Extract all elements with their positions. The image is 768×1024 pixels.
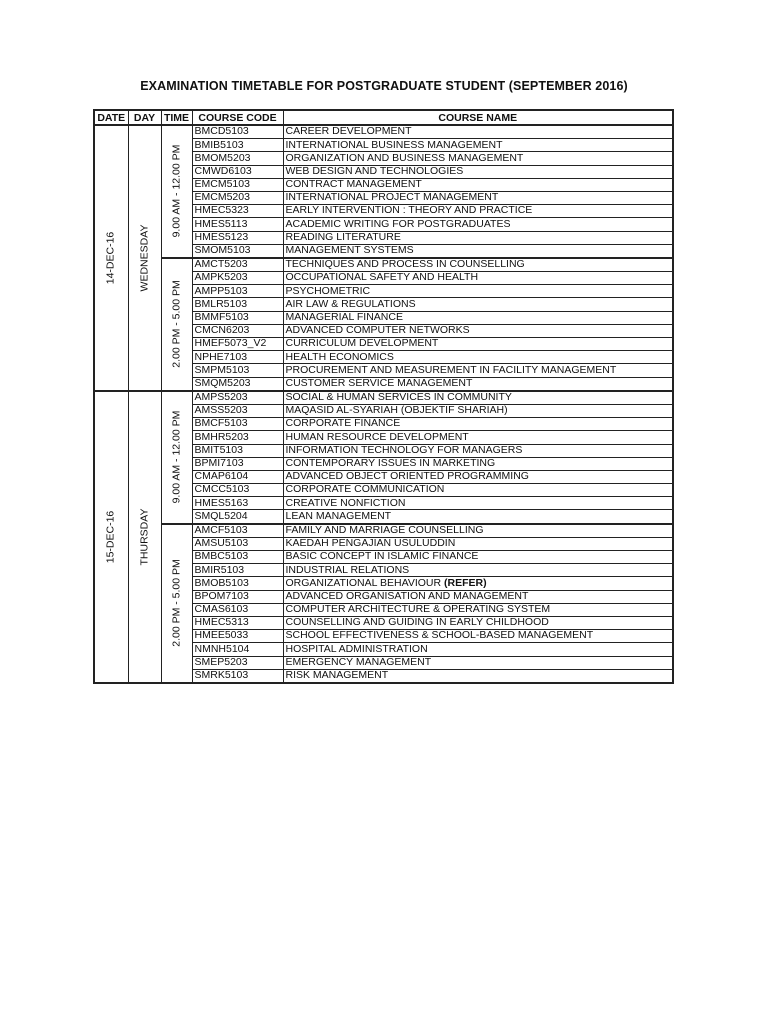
course-code: AMSS5203 bbox=[192, 404, 283, 417]
course-name bbox=[283, 510, 673, 524]
course-name bbox=[283, 218, 673, 231]
course-name-text: HOSPITAL ADMINISTRATION bbox=[285, 642, 428, 655]
course-name-text: HUMAN RESOURCE DEVELOPMENT bbox=[285, 430, 469, 443]
course-code: CMAS6103 bbox=[192, 603, 283, 616]
course-code: SMOM5103 bbox=[192, 244, 283, 258]
course-note: (REFER) bbox=[444, 576, 487, 589]
course-name bbox=[283, 351, 673, 364]
time-cell bbox=[161, 125, 192, 258]
course-name bbox=[283, 285, 673, 298]
course-name-text: COMPUTER ARCHITECTURE & OPERATING SYSTEM bbox=[285, 603, 551, 616]
course-name bbox=[283, 324, 673, 337]
time-cell-label: 9.00 AM - 12.00 PM bbox=[169, 145, 182, 238]
course-name-text: ADVANCED COMPUTER NETWORKS bbox=[285, 324, 470, 337]
course-name-text: BASIC CONCEPT IN ISLAMIC FINANCE bbox=[285, 550, 479, 563]
course-name-text: ACADEMIC WRITING FOR POSTGRADUATES bbox=[285, 217, 511, 230]
course-name-text: CAREER DEVELOPMENT bbox=[285, 125, 412, 138]
course-code: NMNH5104 bbox=[192, 643, 283, 656]
header-time: TIME bbox=[161, 110, 192, 125]
course-code: BMLR5103 bbox=[192, 298, 283, 311]
course-code: SMQM5203 bbox=[192, 377, 283, 391]
timetable-body bbox=[94, 125, 673, 683]
course-name bbox=[283, 656, 673, 669]
course-name-text: CONTRACT MANAGEMENT bbox=[285, 178, 422, 191]
course-code: HMES5113 bbox=[192, 218, 283, 231]
course-code: AMCF5103 bbox=[192, 524, 283, 538]
course-name-text: RISK MANAGEMENT bbox=[285, 669, 389, 682]
course-code: BMIB5103 bbox=[192, 139, 283, 152]
course-name bbox=[283, 431, 673, 444]
course-name bbox=[283, 205, 673, 218]
day-cell-label: THURSDAY bbox=[137, 508, 150, 566]
course-code: HMEC5323 bbox=[192, 205, 283, 218]
course-code: SMEP5203 bbox=[192, 656, 283, 669]
course-code: NPHE7103 bbox=[192, 351, 283, 364]
date-cell bbox=[94, 125, 128, 391]
day-cell bbox=[128, 391, 161, 683]
course-name bbox=[283, 338, 673, 351]
course-name bbox=[283, 418, 673, 431]
course-code: SMPM5103 bbox=[192, 364, 283, 377]
course-code: BMIT5103 bbox=[192, 444, 283, 457]
course-name-text: AIR LAW & REGULATIONS bbox=[285, 297, 416, 310]
course-code: BPOM7103 bbox=[192, 590, 283, 603]
course-name-text: INDUSTRIAL RELATIONS bbox=[285, 563, 410, 576]
course-code: BPMI7103 bbox=[192, 457, 283, 470]
course-name bbox=[283, 152, 673, 165]
course-code: AMSU5103 bbox=[192, 537, 283, 550]
course-name-text: KAEDAH PENGAJIAN USULUDDIN bbox=[285, 537, 456, 550]
course-name-text: INTERNATIONAL PROJECT MANAGEMENT bbox=[285, 191, 499, 204]
course-name-text: ADVANCED OBJECT ORIENTED PROGRAMMING bbox=[285, 470, 529, 483]
course-name bbox=[283, 178, 673, 191]
course-name-text: INFORMATION TECHNOLOGY FOR MANAGERS bbox=[285, 444, 523, 456]
course-code: CMCC5103 bbox=[192, 484, 283, 497]
course-name bbox=[283, 603, 673, 616]
header-course-code: COURSE CODE bbox=[192, 110, 283, 125]
course-name bbox=[283, 364, 673, 377]
course-name-text: TECHNIQUES AND PROCESS IN COUNSELLING bbox=[285, 258, 525, 271]
course-code: AMCT5203 bbox=[192, 258, 283, 272]
course-name bbox=[283, 165, 673, 178]
course-code: BMBC5103 bbox=[192, 551, 283, 564]
date-cell-label: 15-DEC-16 bbox=[104, 510, 117, 564]
course-code: AMPS5203 bbox=[192, 391, 283, 405]
course-name bbox=[283, 444, 673, 457]
course-name bbox=[283, 564, 673, 577]
course-code: HMEF5073_V2 bbox=[192, 338, 283, 351]
header-day: DAY bbox=[128, 110, 161, 125]
course-code: BMMF5103 bbox=[192, 311, 283, 324]
course-name-text: PROCUREMENT AND MEASUREMENT IN FACILITY MANAGEMENT bbox=[285, 363, 617, 376]
course-name-text: MANAGERIAL FINANCE bbox=[285, 311, 403, 323]
course-name-text: COUNSELLING AND GUIDING IN EARLY CHILDHOOD bbox=[285, 616, 549, 629]
course-name bbox=[283, 470, 673, 483]
course-name-text: CONTEMPORARY ISSUES IN MARKETING bbox=[285, 457, 496, 470]
course-code: CMWD6103 bbox=[192, 165, 283, 178]
page-title: EXAMINATION TIMETABLE FOR POSTGRADUATE STUDENT (SEPTEMBER 2016) bbox=[140, 79, 628, 93]
course-name bbox=[283, 231, 673, 244]
course-name bbox=[283, 537, 673, 550]
course-code: BMIR5103 bbox=[192, 564, 283, 577]
table-row bbox=[94, 258, 673, 272]
course-name bbox=[283, 125, 673, 139]
time-cell-label: 2.00 PM - 5.00 PM bbox=[169, 559, 182, 648]
course-name-text: EMERGENCY MANAGEMENT bbox=[285, 656, 432, 668]
time-cell bbox=[161, 258, 192, 391]
course-code: HMES5123 bbox=[192, 231, 283, 244]
course-code: HMES5163 bbox=[192, 497, 283, 510]
course-code: CMCN6203 bbox=[192, 324, 283, 337]
course-name bbox=[283, 404, 673, 417]
course-name-text: MANAGEMENT SYSTEMS bbox=[285, 244, 414, 257]
date-cell-label: 14-DEC-16 bbox=[104, 231, 117, 285]
course-name-text: EARLY INTERVENTION : THEORY AND PRACTICE bbox=[285, 204, 533, 217]
course-name bbox=[283, 643, 673, 656]
course-name bbox=[283, 377, 673, 391]
course-name-text: CUSTOMER SERVICE MANAGEMENT bbox=[285, 377, 473, 389]
course-name bbox=[283, 669, 673, 683]
course-name bbox=[283, 497, 673, 510]
course-name bbox=[283, 272, 673, 285]
course-name-text: ORGANIZATION AND BUSINESS MANAGEMENT bbox=[285, 151, 524, 164]
course-code: HMEC5313 bbox=[192, 616, 283, 629]
day-cell bbox=[128, 125, 161, 391]
day-cell-label: WEDNESDAY bbox=[137, 224, 150, 292]
exam-timetable bbox=[93, 109, 674, 684]
course-name-text: CREATIVE NONFICTION bbox=[285, 496, 406, 509]
course-name-text: CORPORATE COMMUNICATION bbox=[285, 483, 445, 496]
course-name-text: SCHOOL EFFECTIVENESS & SCHOOL-BASED MANAGEMENT bbox=[285, 629, 594, 642]
course-code: SMQL5204 bbox=[192, 510, 283, 524]
course-name-text: CURRICULUM DEVELOPMENT bbox=[285, 337, 439, 350]
course-name bbox=[283, 524, 673, 538]
course-name bbox=[283, 391, 673, 405]
course-name bbox=[283, 630, 673, 643]
course-name-text: PSYCHOMETRIC bbox=[285, 284, 371, 297]
course-name bbox=[283, 298, 673, 311]
course-code: HMEE5033 bbox=[192, 630, 283, 643]
course-code: BMHR5203 bbox=[192, 431, 283, 444]
date-cell bbox=[94, 391, 128, 683]
course-name-text: FAMILY AND MARRIAGE COUNSELLING bbox=[285, 523, 484, 536]
table-row bbox=[94, 391, 673, 405]
course-name-text: HEALTH ECONOMICS bbox=[285, 350, 394, 363]
course-code: SMRK5103 bbox=[192, 669, 283, 683]
course-name-text: READING LITERATURE bbox=[285, 231, 401, 243]
course-name-text: SOCIAL & HUMAN SERVICES IN COMMUNITY bbox=[285, 391, 512, 404]
course-name bbox=[283, 616, 673, 629]
course-code: EMCM5103 bbox=[192, 178, 283, 191]
course-name bbox=[283, 590, 673, 603]
header-row bbox=[94, 110, 673, 125]
course-name-text: CORPORATE FINANCE bbox=[285, 417, 401, 430]
course-name bbox=[283, 244, 673, 258]
course-name bbox=[283, 577, 673, 590]
course-name-text: LEAN MANAGEMENT bbox=[285, 509, 392, 522]
header-date: DATE bbox=[94, 110, 128, 125]
course-name bbox=[283, 191, 673, 204]
course-name bbox=[283, 457, 673, 470]
course-name-text: INTERNATIONAL BUSINESS MANAGEMENT bbox=[285, 138, 503, 151]
course-name bbox=[283, 484, 673, 497]
course-name-text: ORGANIZATIONAL BEHAVIOUR bbox=[285, 576, 442, 589]
course-code: BMCF5103 bbox=[192, 418, 283, 431]
table-row bbox=[94, 524, 673, 538]
course-code: EMCM5203 bbox=[192, 191, 283, 204]
header-course-name: COURSE NAME bbox=[283, 110, 673, 125]
course-name-text: WEB DESIGN AND TECHNOLOGIES bbox=[285, 165, 464, 177]
course-code: CMAP6104 bbox=[192, 470, 283, 483]
table-row bbox=[94, 125, 673, 139]
time-cell-label: 9.00 AM - 12.00 PM bbox=[169, 410, 182, 504]
time-cell bbox=[161, 391, 192, 524]
course-name bbox=[283, 311, 673, 324]
course-code: BMOB5103 bbox=[192, 577, 283, 590]
course-name-text: MAQASID AL-SYARIAH (OBJEKTIF SHARIAH) bbox=[285, 404, 508, 417]
course-code: AMPP5103 bbox=[192, 285, 283, 298]
time-cell-label: 2.00 PM - 5.00 PM bbox=[169, 280, 182, 369]
course-name bbox=[283, 139, 673, 152]
course-code: BMCD5103 bbox=[192, 125, 283, 139]
course-name-text: OCCUPATIONAL SAFETY AND HEALTH bbox=[285, 271, 479, 284]
course-name bbox=[283, 258, 673, 272]
time-cell bbox=[161, 524, 192, 683]
course-name bbox=[283, 551, 673, 564]
course-code: BMOM5203 bbox=[192, 152, 283, 165]
course-code: AMPK5203 bbox=[192, 272, 283, 285]
course-name-text: ADVANCED ORGANISATION AND MANAGEMENT bbox=[285, 590, 529, 602]
